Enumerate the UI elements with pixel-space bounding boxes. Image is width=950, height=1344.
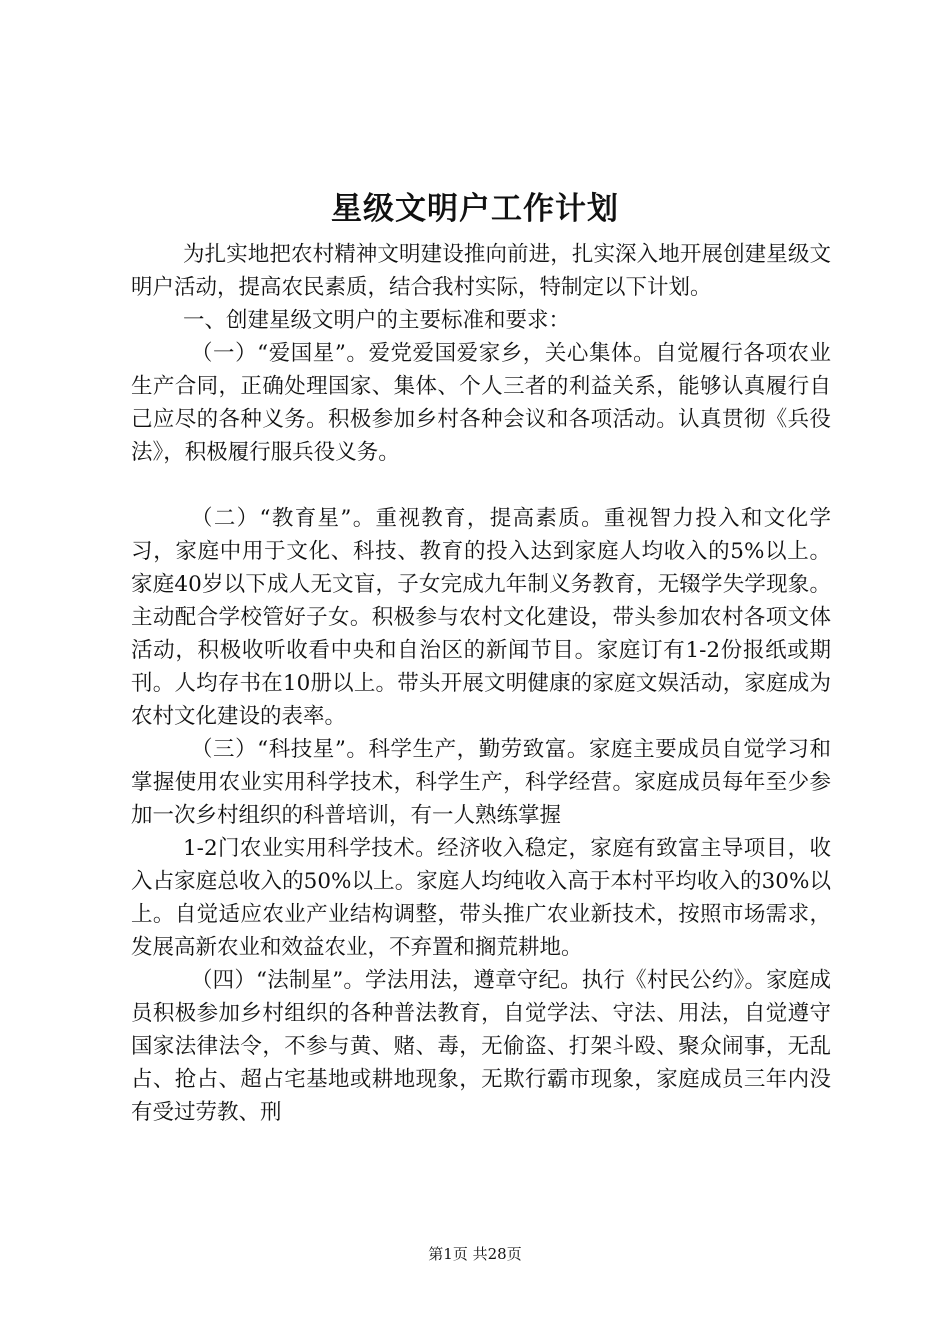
intro-paragraph: 为扎实地把农村精神文明建设推向前进，扎实深入地开展创建星级文明户活动，提高农民素质，结合我村实际，特制定以下计划。 — [131, 242, 831, 300]
law-star-paragraph: （四）“法制星”。学法用法，遵章守纪。执行《村民公约》。家庭成员积极参加乡村组织的各种普法教育，自觉学法、守法、用法，自觉遵守国家法律法令，不参与黄、赌、毒，无偷盗、打架斗殴、聚众闹事，无乱占、抢占、超占宅基地或耕地现象，无欺行霸市现象，家庭成员三年内没有受过劳教、刑 — [131, 968, 831, 1125]
technology-star-paragraph: （三）“科技星”。科学生产，勤劳致富。家庭主要成员自觉学习和掌握使用农业实用科学技术，科学生产，科学经营。家庭成员每年至少参加一次乡村组织的科普培训，有一人熟练掌握 — [131, 737, 831, 828]
section1-heading: 一、创建星级文明户的主要标准和要求： — [183, 308, 571, 333]
technology-star-continuation: 1-2门农业实用科学技术。经济收入稳定，家庭有致富主导项目，收入占家庭总收入的50%以上。家庭人均纯收入高于本村平均收入的30%以上。自觉适应农业产业结构调整，带头推广农业新技术，按照市场需求，发展高新农业和效益农业，不弃置和搁荒耕地。 — [131, 836, 831, 960]
patriot-star-paragraph: （一）“爱国星”。爱党爱国爱家乡，关心集体。自觉履行各项农业生产合同，正确处理国家、集体、个人三者的利益关系，能够认真履行自己应尽的各种义务。积极参加乡村各种会议和各项活动。认真贯彻《兵役法》，积极履行服兵役义务。 — [131, 341, 831, 465]
page-number-footer: 第1页 共28页 — [428, 1245, 522, 1263]
document-body — [131, 238, 831, 1129]
education-star-paragraph: （二）“教育星”。重视教育，提高素质。重视智力投入和文化学习，家庭中用于文化、科技、教育的投入达到家庭人均收入的5%以上。家庭40岁以下成人无文盲，子女完成九年制义务教育，无辍学失学现象。主动配合学校管好子女。积极参与农村文化建设，带头参加农村各项文体活动，积极收听收看中央和自治区的新闻节目。家庭订有1-2份报纸或期刊。人均存书在10册以上。带头开展文明健康的家庭文娱活动，家庭成为农村文化建设的表率。 — [131, 506, 831, 729]
paragraph-spacer — [131, 469, 831, 502]
document-title: 星级文明户工作计划 — [331, 191, 619, 227]
